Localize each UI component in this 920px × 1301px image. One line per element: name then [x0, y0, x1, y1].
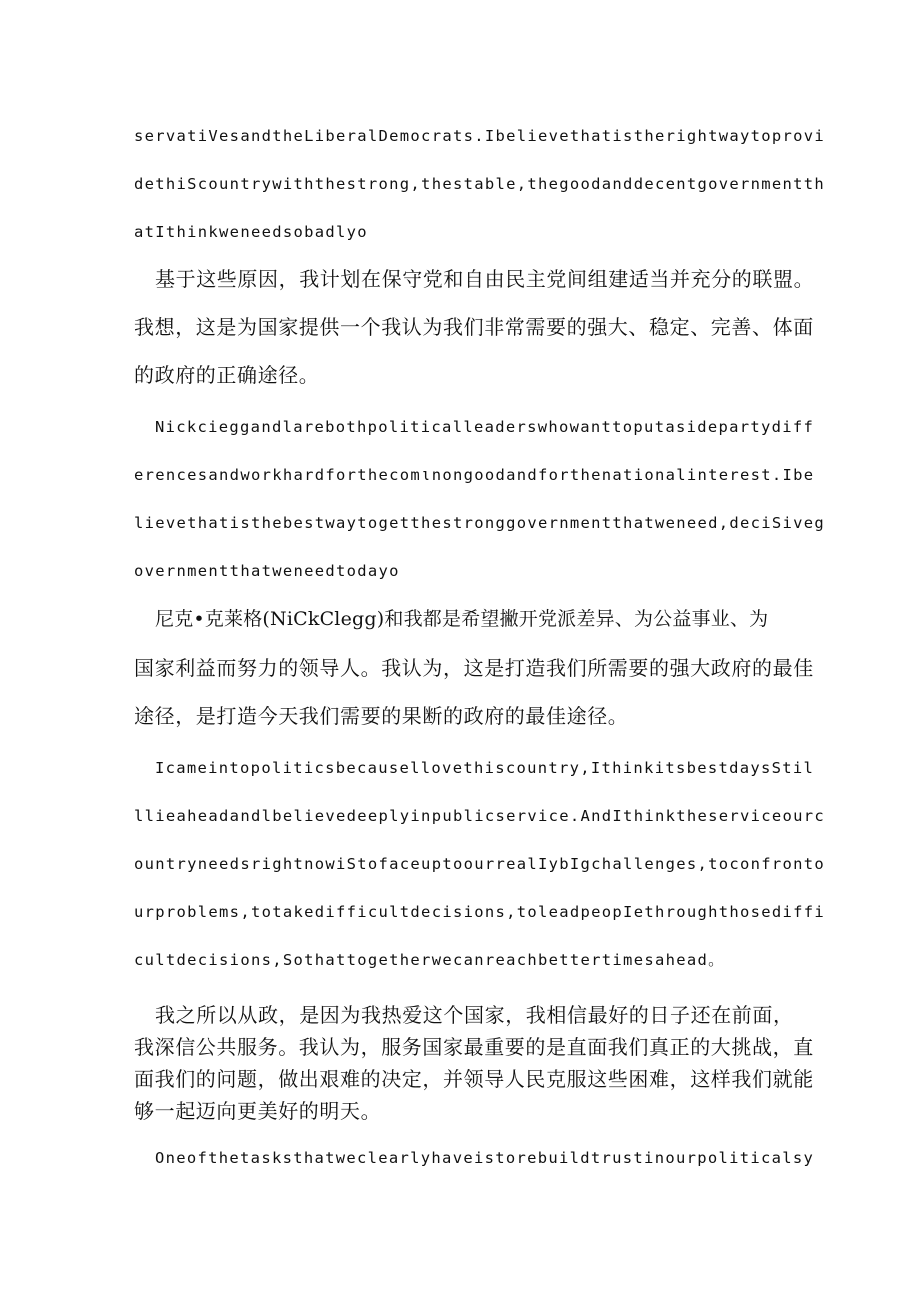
paragraph-3-line-4: overnmentthatweneedtodayo — [134, 562, 400, 580]
paragraph-5-line-1: Icameintopoliticsbecausellovethiscountry,IthinkitsbestdaysStil — [155, 759, 815, 777]
paragraph-1-line-3: atIthinkweneedsobadlyo — [134, 223, 368, 241]
paragraph-2-line-3: 的政府的正确途径。 — [134, 363, 320, 387]
paragraph-2-line-2: 我想，这是为国家提供一个我认为我们非常需要的强大、稳定、完善、体面 — [134, 315, 814, 339]
paragraph-3-line-1: Nickcieggandlarebothpoliticalleaderswhowanttoputasidepartydiff — [155, 418, 815, 436]
paragraph-7-line-1: Oneofthetasksthatweclearlyhaveistorebuildtrustinourpoliticalsy — [155, 1149, 815, 1167]
paragraph-4-line-2: 国家利益而努力的领导人。我认为，这是打造我们所需要的强大政府的最佳 — [134, 656, 814, 680]
paragraph-5-line-5: cultdecisions,Sothattogetherwecanreachbettertimesahead。 — [134, 951, 725, 969]
paragraph-3-line-2: erencesandworkhardforthecomιnongoodandforthenationalinterest.Ibe — [134, 466, 815, 484]
paragraph-1-line-2: dethiScountrywiththestrong,thestable,thegoodanddecentgovernmentth — [134, 175, 826, 193]
paragraph-5-line-3: ountryneedsrightnowiStofaceuptoourrealIybIgchallenges,toconfronto — [134, 855, 826, 873]
paragraph-6-line-3: 面我们的问题，做出艰难的决定，并领导人民克服这些困难，这样我们就能 — [134, 1067, 814, 1091]
paragraph-6-line-4: 够一起迈向更美好的明天。 — [134, 1099, 382, 1123]
paragraph-2-line-1: 基于这些原因，我计划在保守党和自由民主党间组建适当并充分的联盟。 — [155, 267, 815, 291]
paragraph-4-line-1: 尼克•克莱格(NiCkClegg)和我都是希望撇开党派差异、为公益事业、为 — [155, 608, 769, 630]
paragraph-6-line-1: 我之所以从政，是因为我热爱这个国家，我相信最好的日子还在前面， — [155, 1003, 794, 1027]
paragraph-5-line-4: urproblems,totakedifficultdecisions,toleadpeopIethroughthosediffi — [134, 903, 826, 921]
paragraph-3-line-3: lievethatisthebestwaytogetthestronggovernmentthatweneed,deciSiveg — [134, 514, 826, 532]
paragraph-4-line-3: 途径，是打造今天我们需要的果断的政府的最佳途径。 — [134, 704, 629, 728]
paragraph-6-line-2: 我深信公共服务。我认为，服务国家最重要的是直面我们真正的大挑战，直 — [134, 1035, 814, 1059]
paragraph-5-line-2: llieaheadandlbelievedeeplyinpublicservice.AndIthinktheserviceourc — [134, 807, 826, 825]
paragraph-1-line-1: servatiVesandtheLiberalDemocrats.Ibelievethatistherightwaytoprovi — [134, 127, 826, 145]
